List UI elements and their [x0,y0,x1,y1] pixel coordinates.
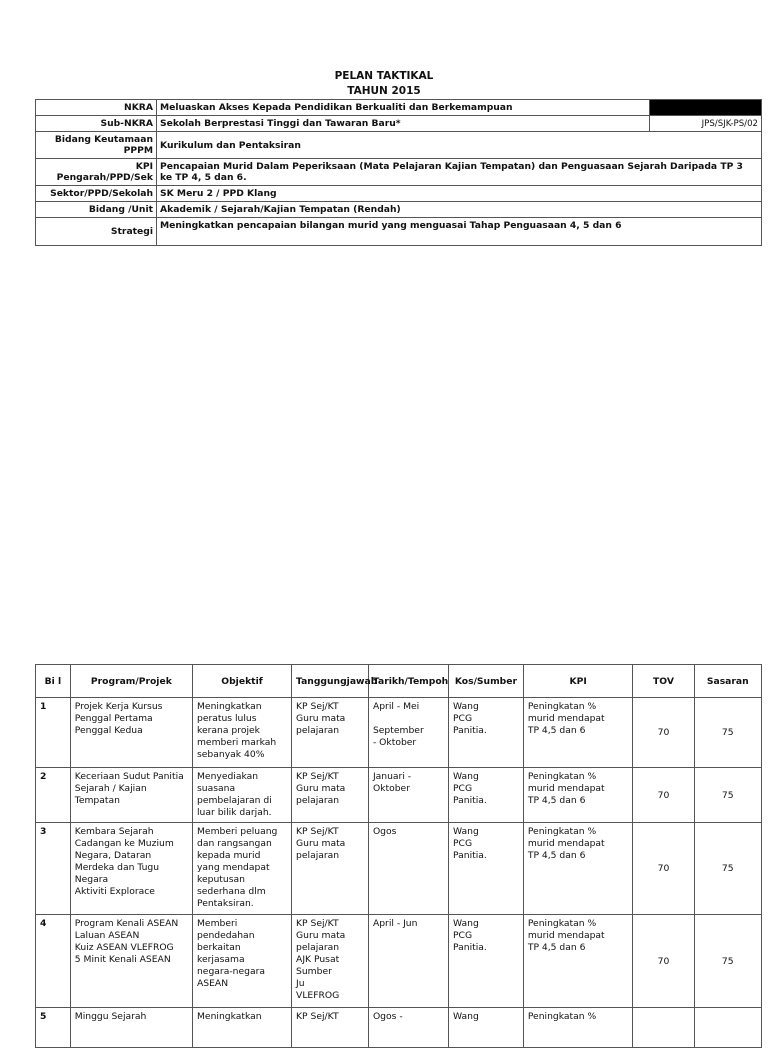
table-row [36,915,762,1008]
responsibility-cell: KP Sej/KT Guru mata pelajaran [292,768,369,823]
table-row [36,1008,762,1048]
table-row [36,823,762,915]
column-header: Tanggungjawab [292,665,369,698]
objective-cell: Memberi peluang dan rangsangan kepada murid yang mendapat keputusan sederhana dlm Pentaksiran. [192,823,291,915]
header-label: Strategi [36,218,157,246]
header-label: Bidang Keutamaan PPPM [36,132,157,159]
tov-cell: 70 [633,768,694,823]
column-header: Bi l [36,665,71,698]
column-header: TOV [633,665,694,698]
cost-cell: Wang [449,1008,524,1048]
tov-cell: 70 [633,823,694,915]
header-row-sektor [36,186,762,202]
objective-cell: Menyediakan suasana pembelajaran di luar bilik darjah. [192,768,291,823]
header-label: Sub-NKRA [36,116,157,132]
header-value: Sekolah Berprestasi Tinggi dan Tawaran Baru* [157,116,650,132]
column-header: Objektif [192,665,291,698]
cost-cell: Wang PCG Panitia. [449,768,524,823]
program-cell: Keceriaan Sudut Panitia Sejarah / Kajian Tempatan [70,768,192,823]
program-cell: Program Kenali ASEAN Laluan ASEAN Kuiz ASEAN VLEFROG 5 Minit Kenali ASEAN [70,915,192,1008]
date-cell: April - Jun [368,915,448,1008]
table-header-row [36,665,762,698]
tov-cell [633,1008,694,1048]
program-table [35,664,762,1048]
header-table [35,99,762,246]
program-cell: Kembara Sejarah Cadangan ke Muzium Negara, Dataran Merdeka dan Tugu Negara Aktiviti Exploracе [70,823,192,915]
black-box [650,100,762,116]
target-cell: 75 [694,768,761,823]
responsibility-cell: KP Sej/KT [292,1008,369,1048]
header-value: SK Meru 2 / PPD Klang [157,186,762,202]
header-row-strategi [36,218,762,246]
document-code: JPS/SJK-PS/02 [650,116,762,132]
header-value: Akademik / Sejarah/Kajian Tempatan (Rendah) [157,202,762,218]
header-value: Meningkatkan pencapaian bilangan murid yang menguasai Tahap Penguasaan 4, 5 dan 6 [157,218,762,246]
row-number: 1 [36,698,71,768]
kpi-cell: Peningkatan % murid mendapat TP 4,5 dan 6 [523,915,633,1008]
responsibility-cell: KP Sej/KT Guru mata pelajaran [292,823,369,915]
row-number: 2 [36,768,71,823]
target-cell: 75 [694,698,761,768]
table-row [36,698,762,768]
target-cell: 75 [694,915,761,1008]
date-cell: Ogos - [368,1008,448,1048]
kpi-cell: Peningkatan % murid mendapat TP 4,5 dan 6 [523,698,633,768]
table-row [36,768,762,823]
header-label: Sektor/PPD/Sekolah [36,186,157,202]
program-cell: Projek Kerja Kursus Penggal Pertama Penggal Kedua [70,698,192,768]
document-year: TAHUN 2015 [347,85,421,97]
responsibility-cell: KP Sej/KT Guru mata pelajaran [292,698,369,768]
target-cell [694,1008,761,1048]
document-title: PELAN TAKTIKAL [334,70,434,82]
kpi-cell: Peningkatan % murid mendapat TP 4,5 dan 6 [523,823,633,915]
header-row-sub-nkra [36,116,762,132]
column-header: Program/Projek [70,665,192,698]
date-cell: Ogos [368,823,448,915]
header-row-kpi [36,159,762,186]
date-cell: April - Mei September - Oktober [368,698,448,768]
column-header: Kos/Sumber [449,665,524,698]
objective-cell: Meningkatkan peratus lulus kerana projek memberi markah sebanyak 40% [192,698,291,768]
header-value: Pencapaian Murid Dalam Peperiksaan (Mata Pelajaran Kajian Tempatan) dan Penguasaan Sejarah Daripada TP 3 ke TP 4, 5 dan 6. [157,159,762,186]
header-value: Kurikulum dan Pentaksiran [157,132,762,159]
tov-cell: 70 [633,698,694,768]
responsibility-cell: KP Sej/KT Guru mata pelajaran AJK Pusat Sumber Ju VLEFROG [292,915,369,1008]
header-row-nkra [36,100,762,116]
header-label: Bidang /Unit [36,202,157,218]
kpi-cell: Peningkatan % [523,1008,633,1048]
cost-cell: Wang PCG Panitia. [449,698,524,768]
header-row-bidang [36,132,762,159]
tov-cell: 70 [633,915,694,1008]
header-label: NKRA [36,100,157,116]
program-cell: Minggu Sejarah [70,1008,192,1048]
column-header: KPI [523,665,633,698]
kpi-cell: Peningkatan % murid mendapat TP 4,5 dan 6 [523,768,633,823]
column-header: Tarikh/Tempoh [368,665,448,698]
column-header: Sasaran [694,665,761,698]
header-row-unit [36,202,762,218]
objective-cell: Meningkatkan [192,1008,291,1048]
header-value: Meluaskan Akses Kepada Pendidikan Berkualiti dan Berkemampuan [157,100,650,116]
row-number: 5 [36,1008,71,1048]
row-number: 4 [36,915,71,1008]
target-cell: 75 [694,823,761,915]
cost-cell: Wang PCG Panitia. [449,915,524,1008]
date-cell: Januari - Oktober [368,768,448,823]
header-label: KPI Pengarah/PPD/Sek [36,159,157,186]
cost-cell: Wang PCG Panitia. [449,823,524,915]
objective-cell: Memberi pendedahan berkaitan kerjasama negara-negara ASEAN [192,915,291,1008]
row-number: 3 [36,823,71,915]
